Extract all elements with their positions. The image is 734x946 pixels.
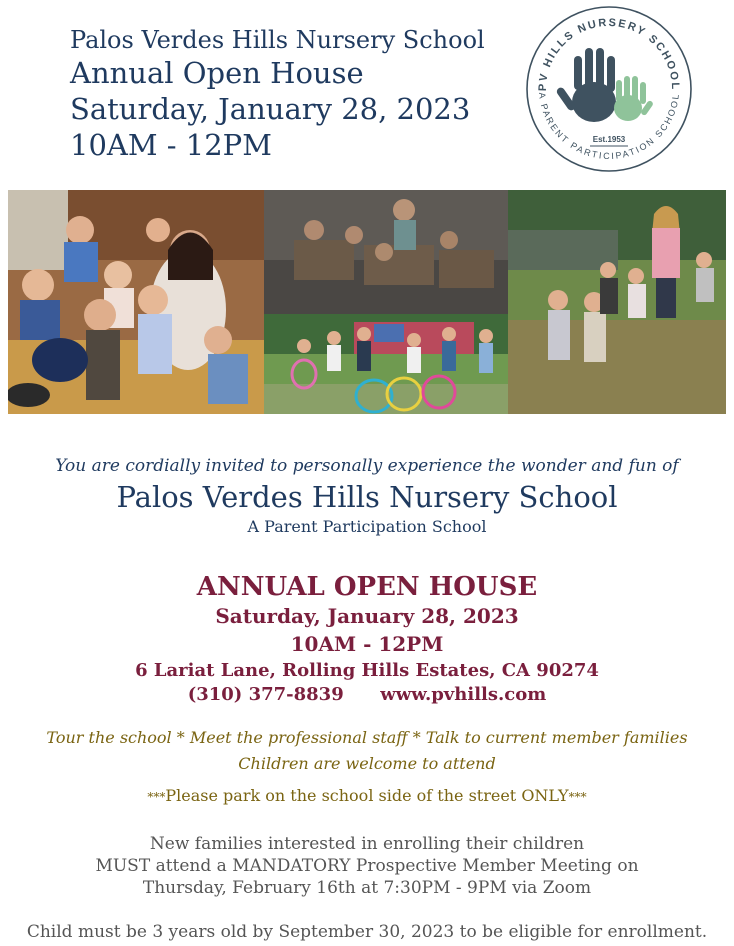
header-school-name: Palos Verdes Hills Nursery School	[70, 26, 485, 54]
event-phone[interactable]: (310) 377-8839	[187, 684, 344, 705]
logo-ring-text-top: PV HILLS NURSERY SCHOOL	[536, 16, 682, 92]
header-event-title: Annual Open House	[70, 56, 364, 90]
photo-children-with-teacher	[8, 190, 264, 414]
parking-suffix: ***	[568, 790, 587, 804]
event-contact	[0, 684, 734, 705]
header-time: 10AM - 12PM	[70, 128, 272, 162]
event-title: ANNUAL OPEN HOUSE	[196, 572, 538, 602]
header-date: Saturday, January 28, 2023	[70, 92, 471, 126]
event-date: Saturday, January 28, 2023	[215, 604, 519, 628]
meeting-line-2: MUST attend a MANDATORY Prospective Member Meeting on	[95, 856, 639, 876]
school-logo	[524, 4, 694, 174]
activities-line: Tour the school * Meet the professional staff * Talk to current member families	[46, 728, 688, 747]
photo-children-playing-on-grass	[508, 190, 726, 414]
parking-text: Please park on the school side of the street ONLY	[165, 786, 569, 805]
invitation-intro: You are cordially invited to personally experience the wonder and fun of	[55, 456, 679, 476]
flyer-header	[0, 0, 734, 190]
eligibility-note: Child must be 3 years old by September 30, 2023 to be eligible for enrollment.	[26, 922, 708, 942]
parking-notice	[0, 786, 734, 805]
invitation-school-name: Palos Verdes Hills Nursery School	[116, 480, 618, 514]
event-time: 10AM - 12PM	[290, 632, 444, 656]
children-welcome-line: Children are welcome to attend	[238, 754, 496, 773]
event-address: 6 Lariat Lane, Rolling Hills Estates, CA 90274	[135, 660, 599, 681]
parking-prefix: ***	[147, 790, 166, 804]
meeting-line-3: Thursday, February 16th at 7:30PM - 9PM via Zoom	[142, 878, 592, 898]
logo-established: Est.1953	[592, 135, 626, 144]
logo-ring-text-bottom: A PARENT PARTICIPATION SCHOOL	[537, 91, 681, 162]
photo-children-in-cardboard-boxes	[264, 190, 508, 314]
event-website-link[interactable]: www.pvhills.com	[380, 684, 547, 705]
photo-children-with-hula-hoops	[264, 314, 508, 414]
photo-collage	[8, 190, 726, 414]
invitation-tagline: A Parent Participation School	[247, 517, 487, 536]
meeting-line-1: New families interested in enrolling their children	[149, 834, 585, 854]
